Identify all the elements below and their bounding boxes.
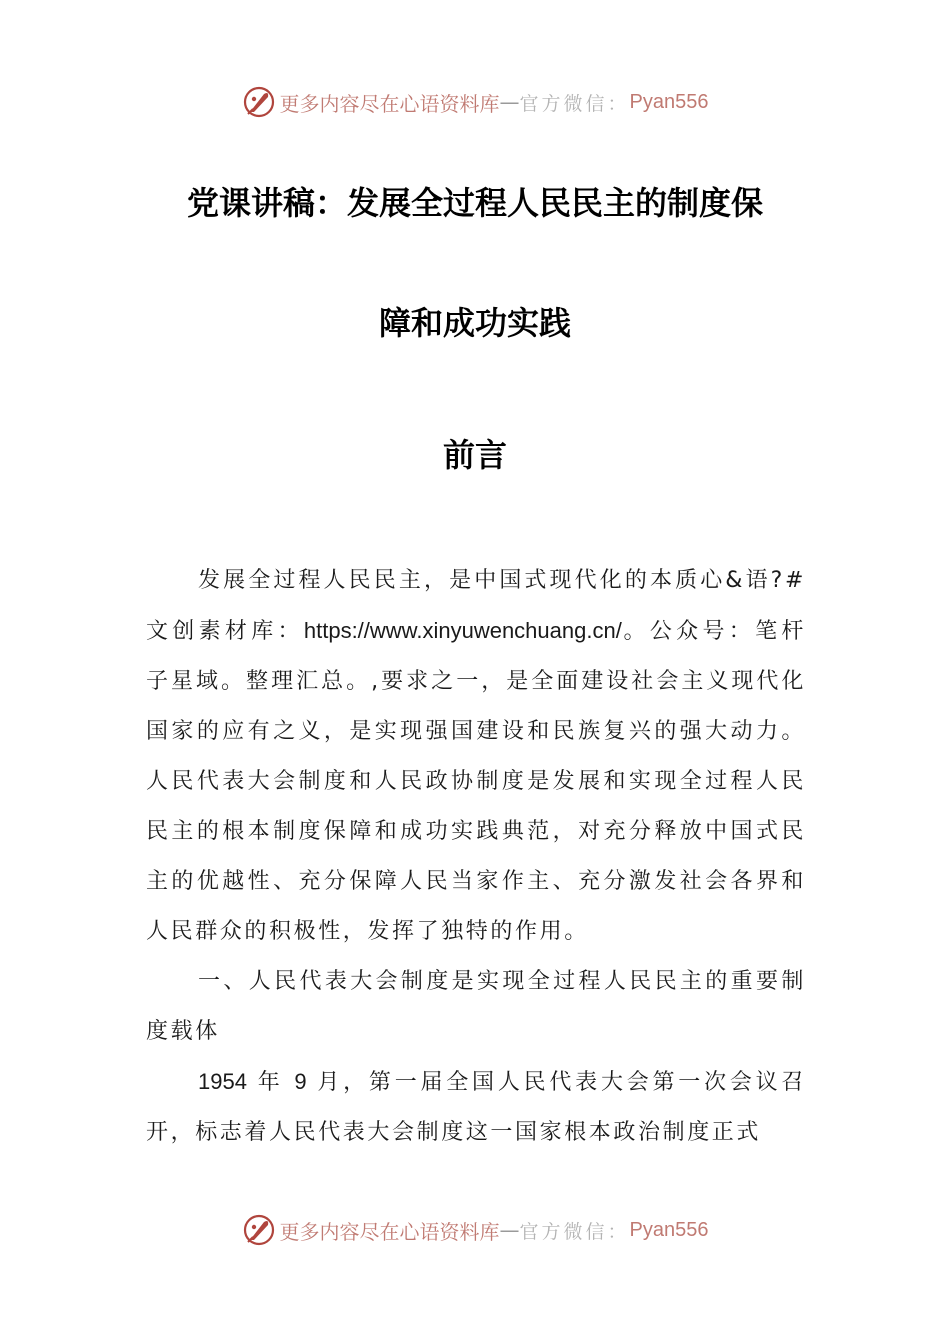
banner-wechat-account: Pyan556 [629,90,709,113]
banner-site-text: 更多内容尽在心语资料库 [279,91,500,116]
paragraph-1-text-b: 。公众号：笔杆子星域。整理汇总。,要求之一，是全面建设社会主义现代化国家的应有之义，是实现强国建设和民族复兴的强大动力。人民代表大会制度和人民政协制度是发展和实现全过程人民民主的根本制度保障和成功实践典范，对充分释放中国式民主的优越性、充分保障人民当家作主、充分激发社会各界和人民群众的积极性，发挥了独特的作用。 [146,619,807,944]
document-body [146,556,806,1158]
footer-banner [0,1210,950,1250]
banner-wechat-label: 官方微信： [519,1220,630,1243]
paragraph-1 [146,556,806,957]
document-title-line-1: 党课讲稿：发展全过程人民民主的制度保 [186,184,763,222]
banner-dash: — [499,90,520,114]
paragraph-2: 一、人民代表大会制度是实现全过程人民民主的重要制度载体 [146,969,806,1044]
paragraph-1-text-a: 发展全过程人民民主，是中国式现代化的本质心&语?#文创素材库： [146,568,806,644]
paragraph-3-year: 1954 [198,1069,247,1094]
paragraph-3 [146,1057,806,1158]
banner-wechat-account: Pyan556 [629,1218,709,1241]
section-heading: 前言 [442,436,507,474]
banner-dash: — [499,1218,520,1242]
paragraph-1-url: https://www.xinyuwenchuang.cn/ [303,618,622,643]
paragraph-3-month: 9 [294,1069,307,1094]
quill-pen-logo-icon [242,85,276,119]
banner-wechat-label: 官方微信： [519,92,630,115]
document-title-line-2: 障和成功实践 [378,304,571,342]
header-banner [0,82,950,122]
banner-site-text: 更多内容尽在心语资料库 [279,1219,500,1244]
quill-pen-logo-icon [242,1213,276,1247]
paragraph-3-year-unit: 年 [257,1070,284,1095]
paragraph-3-text: 月，第一届全国人民代表大会第一次会议召开，标志着人民代表大会制度这一国家根本政治制度正式 [146,1070,807,1145]
